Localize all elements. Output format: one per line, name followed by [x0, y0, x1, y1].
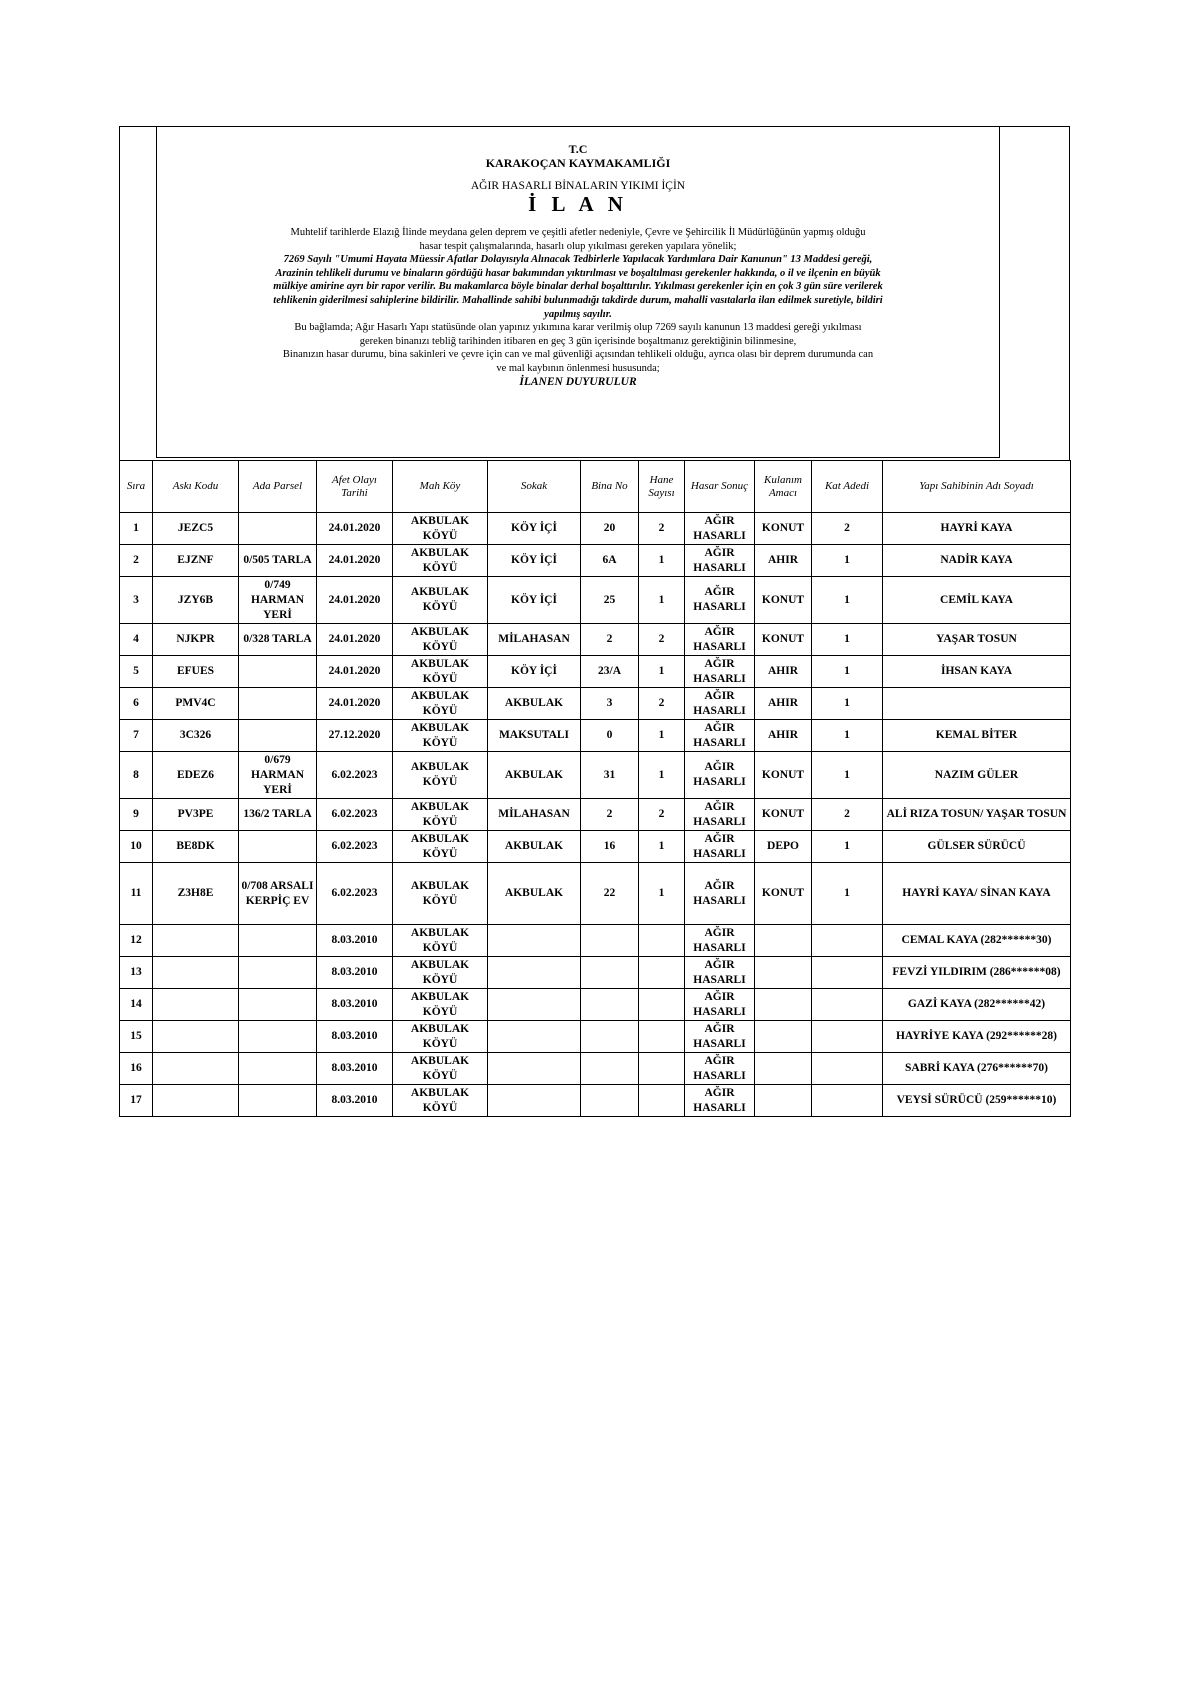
- cell-ada-parsel: [239, 513, 317, 545]
- cell-afet-tarihi: 8.03.2010: [317, 989, 393, 1021]
- header-bina-no: Bina No: [581, 461, 639, 513]
- cell-kat-adedi: 1: [812, 752, 883, 799]
- cell-hane-sayisi: 1: [639, 577, 685, 624]
- cell-kat-adedi: 2: [812, 513, 883, 545]
- cell-yapi-sahibi: NADİR KAYA: [883, 545, 1071, 577]
- law-text-line: mülkiye amirine ayrı bir rapor verilir. Bu makamlarca böyle binalar derhal boşalttırılır. Yıkılması gerekenler için en çok 3 gün süre verilerek: [273, 281, 883, 293]
- cell-hane-sayisi: [639, 1053, 685, 1085]
- cell-aski-kodu: 3C326: [153, 720, 239, 752]
- cell-kat-adedi: [812, 1021, 883, 1053]
- cell-afet-tarihi: 6.02.2023: [317, 831, 393, 863]
- cell-kat-adedi: 1: [812, 720, 883, 752]
- cell-ada-parsel: 0/679 HARMAN YERİ: [239, 752, 317, 799]
- cell-aski-kodu: JEZC5: [153, 513, 239, 545]
- cell-mah-koy: AKBULAK KÖYÜ: [393, 925, 488, 957]
- cell-mah-koy: AKBULAK KÖYÜ: [393, 1021, 488, 1053]
- cell-sira: 17: [120, 1085, 153, 1117]
- cell-yapi-sahibi: ALİ RIZA TOSUN/ YAŞAR TOSUN: [883, 799, 1071, 831]
- cell-sokak: AKBULAK: [488, 831, 581, 863]
- cell-mah-koy: AKBULAK KÖYÜ: [393, 831, 488, 863]
- cell-hasar-sonuc: AĞIR HASARLI: [685, 720, 755, 752]
- cell-ada-parsel: 0/505 TARLA: [239, 545, 317, 577]
- table-row: [120, 688, 1071, 720]
- header-tc: T.C: [568, 142, 588, 156]
- cell-mah-koy: AKBULAK KÖYÜ: [393, 688, 488, 720]
- notice-title: İ L A N: [528, 192, 628, 216]
- cell-ada-parsel: [239, 831, 317, 863]
- cell-sira: 6: [120, 688, 153, 720]
- cell-hasar-sonuc: AĞIR HASARLI: [685, 545, 755, 577]
- cell-hane-sayisi: 2: [639, 688, 685, 720]
- cell-yapi-sahibi: NAZIM GÜLER: [883, 752, 1071, 799]
- cell-hasar-sonuc: AĞIR HASARLI: [685, 1021, 755, 1053]
- cell-yapi-sahibi: HAYRİ KAYA/ SİNAN KAYA: [883, 863, 1071, 925]
- cell-hasar-sonuc: AĞIR HASARLI: [685, 688, 755, 720]
- cell-afet-tarihi: 24.01.2020: [317, 688, 393, 720]
- header-afet-tarihi: Afet Olayı Tarihi: [317, 461, 393, 513]
- cell-bina-no: 31: [581, 752, 639, 799]
- cell-yapi-sahibi: CEMAL KAYA (282******30): [883, 925, 1071, 957]
- cell-sokak: MİLAHASAN: [488, 624, 581, 656]
- cell-kullanim-amaci: AHIR: [755, 688, 812, 720]
- table-row: [120, 720, 1071, 752]
- cell-kat-adedi: 2: [812, 799, 883, 831]
- cell-kat-adedi: [812, 1085, 883, 1117]
- decision-line: gereken binanızı tebliğ tarihinden itibaren en geç 3 gün içerisinde boşaltmanız gerektiğinin bilinmesine,: [359, 335, 797, 347]
- cell-sira: 10: [120, 831, 153, 863]
- cell-kullanim-amaci: [755, 925, 812, 957]
- cell-sokak: KÖY İÇİ: [488, 577, 581, 624]
- cell-yapi-sahibi: SABRİ KAYA (276******70): [883, 1053, 1071, 1085]
- cell-kat-adedi: [812, 957, 883, 989]
- table-row: [120, 989, 1071, 1021]
- cell-aski-kodu: EJZNF: [153, 545, 239, 577]
- cell-sira: 9: [120, 799, 153, 831]
- announced-line: İLANEN DUYURULUR: [519, 375, 637, 388]
- notice-subtitle: AĞIR HASARLI BİNALARIN YIKIMI İÇİN: [470, 180, 686, 192]
- table-row: [120, 831, 1071, 863]
- cell-hasar-sonuc: AĞIR HASARLI: [685, 925, 755, 957]
- cell-afet-tarihi: 24.01.2020: [317, 656, 393, 688]
- cell-afet-tarihi: 6.02.2023: [317, 863, 393, 925]
- header-kullanim-amaci: Kulanım Amacı: [755, 461, 812, 513]
- cell-aski-kodu: [153, 1085, 239, 1117]
- cell-kat-adedi: 1: [812, 545, 883, 577]
- cell-hane-sayisi: 1: [639, 545, 685, 577]
- cell-sira: 12: [120, 925, 153, 957]
- cell-bina-no: 2: [581, 799, 639, 831]
- cell-hasar-sonuc: AĞIR HASARLI: [685, 752, 755, 799]
- cell-kullanim-amaci: AHIR: [755, 656, 812, 688]
- cell-kat-adedi: 1: [812, 577, 883, 624]
- header-aski-kodu: Askı Kodu: [153, 461, 239, 513]
- cell-sokak: KÖY İÇİ: [488, 513, 581, 545]
- cell-hasar-sonuc: AĞIR HASARLI: [685, 957, 755, 989]
- cell-kat-adedi: 1: [812, 624, 883, 656]
- cell-hasar-sonuc: AĞIR HASARLI: [685, 513, 755, 545]
- cell-sira: 7: [120, 720, 153, 752]
- cell-kat-adedi: 1: [812, 688, 883, 720]
- cell-bina-no: [581, 1021, 639, 1053]
- cell-afet-tarihi: 8.03.2010: [317, 925, 393, 957]
- cell-aski-kodu: EDEZ6: [153, 752, 239, 799]
- cell-bina-no: [581, 957, 639, 989]
- cell-bina-no: 25: [581, 577, 639, 624]
- table-row: [120, 1085, 1071, 1117]
- table-row: [120, 513, 1071, 545]
- cell-kullanim-amaci: [755, 957, 812, 989]
- cell-mah-koy: AKBULAK KÖYÜ: [393, 577, 488, 624]
- header-kat-adedi: Kat Adedi: [812, 461, 883, 513]
- cell-ada-parsel: 136/2 TARLA: [239, 799, 317, 831]
- cell-hane-sayisi: 1: [639, 831, 685, 863]
- cell-ada-parsel: 0/749 HARMAN YERİ: [239, 577, 317, 624]
- cell-mah-koy: AKBULAK KÖYÜ: [393, 720, 488, 752]
- cell-kat-adedi: 1: [812, 831, 883, 863]
- cell-mah-koy: AKBULAK KÖYÜ: [393, 989, 488, 1021]
- cell-sira: 14: [120, 989, 153, 1021]
- cell-yapi-sahibi: KEMAL BİTER: [883, 720, 1071, 752]
- cell-afet-tarihi: 8.03.2010: [317, 1053, 393, 1085]
- cell-aski-kodu: PMV4C: [153, 688, 239, 720]
- cell-mah-koy: AKBULAK KÖYÜ: [393, 863, 488, 925]
- cell-ada-parsel: [239, 688, 317, 720]
- cell-sokak: MİLAHASAN: [488, 799, 581, 831]
- header-sokak: Sokak: [488, 461, 581, 513]
- cell-kat-adedi: 1: [812, 863, 883, 925]
- cell-yapi-sahibi: [883, 688, 1071, 720]
- cell-afet-tarihi: 24.01.2020: [317, 513, 393, 545]
- cell-sira: 3: [120, 577, 153, 624]
- cell-sokak: KÖY İÇİ: [488, 656, 581, 688]
- table-row: [120, 656, 1071, 688]
- cell-bina-no: 20: [581, 513, 639, 545]
- header-hane-sayisi: Hane Sayısı: [639, 461, 685, 513]
- table-row: [120, 577, 1071, 624]
- header-office: KARAKOÇAN KAYMAKAMLIĞI: [485, 156, 671, 170]
- cell-mah-koy: AKBULAK KÖYÜ: [393, 545, 488, 577]
- cell-afet-tarihi: 8.03.2010: [317, 1085, 393, 1117]
- cell-hane-sayisi: [639, 1021, 685, 1053]
- cell-bina-no: 2: [581, 624, 639, 656]
- table-row: [120, 545, 1071, 577]
- cell-sokak: [488, 1021, 581, 1053]
- cell-kullanim-amaci: KONUT: [755, 863, 812, 925]
- cell-bina-no: [581, 1053, 639, 1085]
- cell-sokak: [488, 957, 581, 989]
- danger-line: Binanızın hasar durumu, bina sakinleri ve çevre için can ve mal güvenliği açısından tehlikeli olduğu, ayrıca olası bir deprem durumunda can: [282, 349, 874, 361]
- cell-kat-adedi: 1: [812, 656, 883, 688]
- cell-kullanim-amaci: DEPO: [755, 831, 812, 863]
- cell-yapi-sahibi: CEMİL KAYA: [883, 577, 1071, 624]
- cell-ada-parsel: 0/708 ARSALI KERPİÇ EV: [239, 863, 317, 925]
- cell-sokak: [488, 1053, 581, 1085]
- cell-mah-koy: AKBULAK KÖYÜ: [393, 656, 488, 688]
- cell-hane-sayisi: [639, 957, 685, 989]
- cell-hane-sayisi: 2: [639, 513, 685, 545]
- table-row: [120, 752, 1071, 799]
- table-row: [120, 1021, 1071, 1053]
- cell-kullanim-amaci: KONUT: [755, 624, 812, 656]
- cell-hane-sayisi: 2: [639, 624, 685, 656]
- cell-bina-no: 0: [581, 720, 639, 752]
- cell-sokak: MAKSUTALI: [488, 720, 581, 752]
- cell-aski-kodu: Z3H8E: [153, 863, 239, 925]
- cell-kat-adedi: [812, 989, 883, 1021]
- cell-hasar-sonuc: AĞIR HASARLI: [685, 863, 755, 925]
- cell-hasar-sonuc: AĞIR HASARLI: [685, 831, 755, 863]
- cell-afet-tarihi: 24.01.2020: [317, 545, 393, 577]
- cell-ada-parsel: [239, 989, 317, 1021]
- table-row: [120, 863, 1071, 925]
- cell-yapi-sahibi: FEVZİ YILDIRIM (286******08): [883, 957, 1071, 989]
- header-mah-koy: Mah Köy: [393, 461, 488, 513]
- cell-afet-tarihi: 24.01.2020: [317, 624, 393, 656]
- danger-line: ve mal kaybının önlenmesi hususunda;: [496, 362, 660, 374]
- cell-kullanim-amaci: KONUT: [755, 513, 812, 545]
- header-yapi-sahibi: Yapı Sahibinin Adı Soyadı: [883, 461, 1071, 513]
- cell-mah-koy: AKBULAK KÖYÜ: [393, 1053, 488, 1085]
- cell-sira: 11: [120, 863, 153, 925]
- header-hasar-sonuc: Hasar Sonuç: [685, 461, 755, 513]
- cell-mah-koy: AKBULAK KÖYÜ: [393, 513, 488, 545]
- cell-hasar-sonuc: AĞIR HASARLI: [685, 577, 755, 624]
- cell-sira: 4: [120, 624, 153, 656]
- cell-afet-tarihi: 27.12.2020: [317, 720, 393, 752]
- intro-line: Muhtelif tarihlerde Elazığ İlinde meydana gelen deprem ve çeşitli afetler nedeniyle, Çevre ve Şehircilik İl Müdürlüğünün yapmış olduğu: [290, 227, 866, 238]
- cell-bina-no: 16: [581, 831, 639, 863]
- cell-yapi-sahibi: HAYRİYE KAYA (292******28): [883, 1021, 1071, 1053]
- cell-kullanim-amaci: [755, 1085, 812, 1117]
- cell-aski-kodu: [153, 957, 239, 989]
- header-sira: Sıra: [120, 461, 153, 513]
- cell-afet-tarihi: 24.01.2020: [317, 577, 393, 624]
- cell-hane-sayisi: 1: [639, 656, 685, 688]
- cell-hane-sayisi: 1: [639, 752, 685, 799]
- cell-kullanim-amaci: KONUT: [755, 799, 812, 831]
- cell-afet-tarihi: 6.02.2023: [317, 752, 393, 799]
- cell-afet-tarihi: 6.02.2023: [317, 799, 393, 831]
- announcement-box: [156, 126, 1000, 458]
- cell-yapi-sahibi: İHSAN KAYA: [883, 656, 1071, 688]
- cell-mah-koy: AKBULAK KÖYÜ: [393, 624, 488, 656]
- cell-sira: 1: [120, 513, 153, 545]
- cell-hane-sayisi: [639, 925, 685, 957]
- cell-hane-sayisi: 2: [639, 799, 685, 831]
- cell-hasar-sonuc: AĞIR HASARLI: [685, 1085, 755, 1117]
- cell-yapi-sahibi: VEYSİ SÜRÜCÜ (259******10): [883, 1085, 1071, 1117]
- cell-bina-no: [581, 1085, 639, 1117]
- cell-bina-no: [581, 925, 639, 957]
- cell-aski-kodu: [153, 1021, 239, 1053]
- cell-kat-adedi: [812, 925, 883, 957]
- cell-hane-sayisi: 1: [639, 863, 685, 925]
- cell-aski-kodu: PV3PE: [153, 799, 239, 831]
- cell-hane-sayisi: 1: [639, 720, 685, 752]
- cell-hasar-sonuc: AĞIR HASARLI: [685, 656, 755, 688]
- table-row: [120, 925, 1071, 957]
- announcement-sheet: [119, 126, 1070, 1143]
- damaged-buildings-table: [119, 460, 1071, 1117]
- cell-aski-kodu: EFUES: [153, 656, 239, 688]
- cell-bina-no: 23/A: [581, 656, 639, 688]
- cell-hasar-sonuc: AĞIR HASARLI: [685, 624, 755, 656]
- decision-line: Bu bağlamda; Ağır Hasarlı Yapı statüsünde olan yapınız yıkımına karar verilmiş olup 7269 sayılı kanunun 13 maddesi gereği yıkılması: [294, 322, 862, 334]
- cell-sira: 2: [120, 545, 153, 577]
- cell-aski-kodu: [153, 925, 239, 957]
- cell-hane-sayisi: [639, 989, 685, 1021]
- cell-hasar-sonuc: AĞIR HASARLI: [685, 989, 755, 1021]
- table-row: [120, 799, 1071, 831]
- cell-aski-kodu: [153, 1053, 239, 1085]
- cell-hasar-sonuc: AĞIR HASARLI: [685, 799, 755, 831]
- table-body: [120, 513, 1071, 1117]
- cell-aski-kodu: [153, 989, 239, 1021]
- cell-ada-parsel: [239, 656, 317, 688]
- table-header-row: [120, 461, 1071, 513]
- cell-afet-tarihi: 8.03.2010: [317, 957, 393, 989]
- cell-yapi-sahibi: GÜLSER SÜRÜCÜ: [883, 831, 1071, 863]
- cell-kullanim-amaci: KONUT: [755, 577, 812, 624]
- header-ada-parsel: Ada Parsel: [239, 461, 317, 513]
- law-text-line: Arazinin tehlikeli durumu ve binaların gördüğü hasar bakımından yıktırılması ve boşaltılması gerekenler hakkında, o il ve ilçenin en büyük: [275, 267, 881, 279]
- cell-sokak: AKBULAK: [488, 863, 581, 925]
- cell-sokak: [488, 1085, 581, 1117]
- cell-bina-no: 22: [581, 863, 639, 925]
- cell-sira: 5: [120, 656, 153, 688]
- cell-bina-no: 6A: [581, 545, 639, 577]
- cell-afet-tarihi: 8.03.2010: [317, 1021, 393, 1053]
- cell-kat-adedi: [812, 1053, 883, 1085]
- cell-mah-koy: AKBULAK KÖYÜ: [393, 752, 488, 799]
- cell-hasar-sonuc: AĞIR HASARLI: [685, 1053, 755, 1085]
- cell-yapi-sahibi: YAŞAR TOSUN: [883, 624, 1071, 656]
- cell-bina-no: 3: [581, 688, 639, 720]
- cell-sokak: [488, 989, 581, 1021]
- cell-ada-parsel: 0/328 TARLA: [239, 624, 317, 656]
- cell-mah-koy: AKBULAK KÖYÜ: [393, 957, 488, 989]
- law-text-line: yapılmış sayılır.: [544, 308, 612, 320]
- cell-hane-sayisi: [639, 1085, 685, 1117]
- law-text-line: tehlikenin giderilmesi sahiplerine bildirilir. Mahallinde sahibi bulunmadığı takdirde durum, mahalli vasıtalarla ilan edilmek suretiyle, bildiri: [273, 294, 883, 306]
- cell-sira: 13: [120, 957, 153, 989]
- cell-ada-parsel: [239, 957, 317, 989]
- cell-ada-parsel: [239, 925, 317, 957]
- cell-sira: 8: [120, 752, 153, 799]
- table-row: [120, 624, 1071, 656]
- cell-kullanim-amaci: AHIR: [755, 545, 812, 577]
- cell-mah-koy: AKBULAK KÖYÜ: [393, 799, 488, 831]
- cell-ada-parsel: [239, 1085, 317, 1117]
- cell-kullanim-amaci: [755, 1053, 812, 1085]
- cell-aski-kodu: BE8DK: [153, 831, 239, 863]
- cell-sokak: AKBULAK: [488, 752, 581, 799]
- cell-yapi-sahibi: HAYRİ KAYA: [883, 513, 1071, 545]
- cell-kullanim-amaci: [755, 989, 812, 1021]
- cell-sira: 16: [120, 1053, 153, 1085]
- cell-sokak: KÖY İÇİ: [488, 545, 581, 577]
- cell-bina-no: [581, 989, 639, 1021]
- cell-aski-kodu: NJKPR: [153, 624, 239, 656]
- law-text-line: 7269 Sayılı "Umumi Hayata Müessir Afatlar Dolayısıyla Alınacak Tedbirlerle Yapılacak Yardımlara Dair Kanunun" 13 Maddesi gereği,: [283, 254, 873, 266]
- cell-sokak: [488, 925, 581, 957]
- cell-sira: 15: [120, 1021, 153, 1053]
- cell-kullanim-amaci: [755, 1021, 812, 1053]
- cell-yapi-sahibi: GAZİ KAYA (282******42): [883, 989, 1071, 1021]
- cell-mah-koy: AKBULAK KÖYÜ: [393, 1085, 488, 1117]
- cell-ada-parsel: [239, 1021, 317, 1053]
- cell-sokak: AKBULAK: [488, 688, 581, 720]
- cell-ada-parsel: [239, 1053, 317, 1085]
- table-row: [120, 1053, 1071, 1085]
- cell-aski-kodu: JZY6B: [153, 577, 239, 624]
- cell-kullanim-amaci: AHIR: [755, 720, 812, 752]
- intro-line: hasar tespit çalışmalarında, hasarlı olup yıkılması gereken yapılara yönelik;: [419, 240, 737, 252]
- table-row: [120, 957, 1071, 989]
- cell-kullanim-amaci: KONUT: [755, 752, 812, 799]
- cell-ada-parsel: [239, 720, 317, 752]
